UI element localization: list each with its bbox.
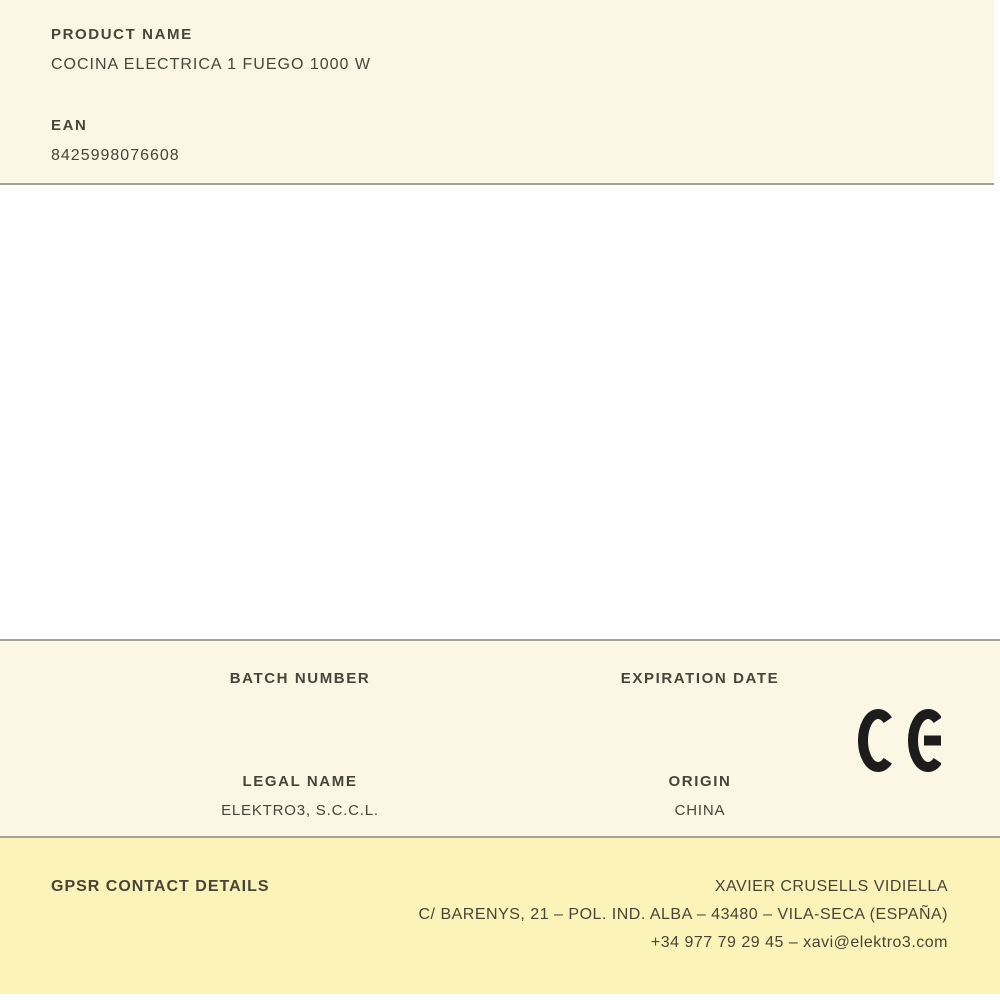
ce-mark-icon xyxy=(858,709,941,772)
product-name-label: PRODUCT NAME xyxy=(51,26,193,43)
details-row-2 xyxy=(100,774,900,820)
origin-label: ORIGIN xyxy=(668,773,732,790)
product-info-section xyxy=(0,0,994,185)
ean-value: 8425998076608 xyxy=(51,147,180,164)
details-row-1 xyxy=(100,671,900,699)
legal-name-label: LEGAL NAME xyxy=(242,773,358,790)
contact-phone-email: +34 977 79 29 45 – xavi@elektro3.com xyxy=(650,934,948,951)
expiration-date-label: EXPIRATION DATE xyxy=(620,670,780,687)
ean-label: EAN xyxy=(51,117,88,134)
origin-value: CHINA xyxy=(674,802,726,819)
legal-name-value: ELEKTRO3, S.C.C.L. xyxy=(221,802,379,819)
gpsr-contact-section xyxy=(0,838,1000,994)
product-name-value: COCINA ELECTRICA 1 FUEGO 1000 W xyxy=(51,56,371,73)
contact-person-name: XAVIER CRUSELLS VIDIELLA xyxy=(714,878,948,895)
batch-details-section xyxy=(0,641,1000,838)
contact-address: C/ BARENYS, 21 – POL. IND. ALBA – 43480 – VILA-SECA (ESPAÑA) xyxy=(418,906,948,923)
product-image-placeholder xyxy=(0,185,1000,641)
gpsr-contact-lines xyxy=(419,873,949,957)
batch-number-label: BATCH NUMBER xyxy=(229,670,371,687)
gpsr-contact-heading: GPSR CONTACT DETAILS xyxy=(51,878,270,895)
